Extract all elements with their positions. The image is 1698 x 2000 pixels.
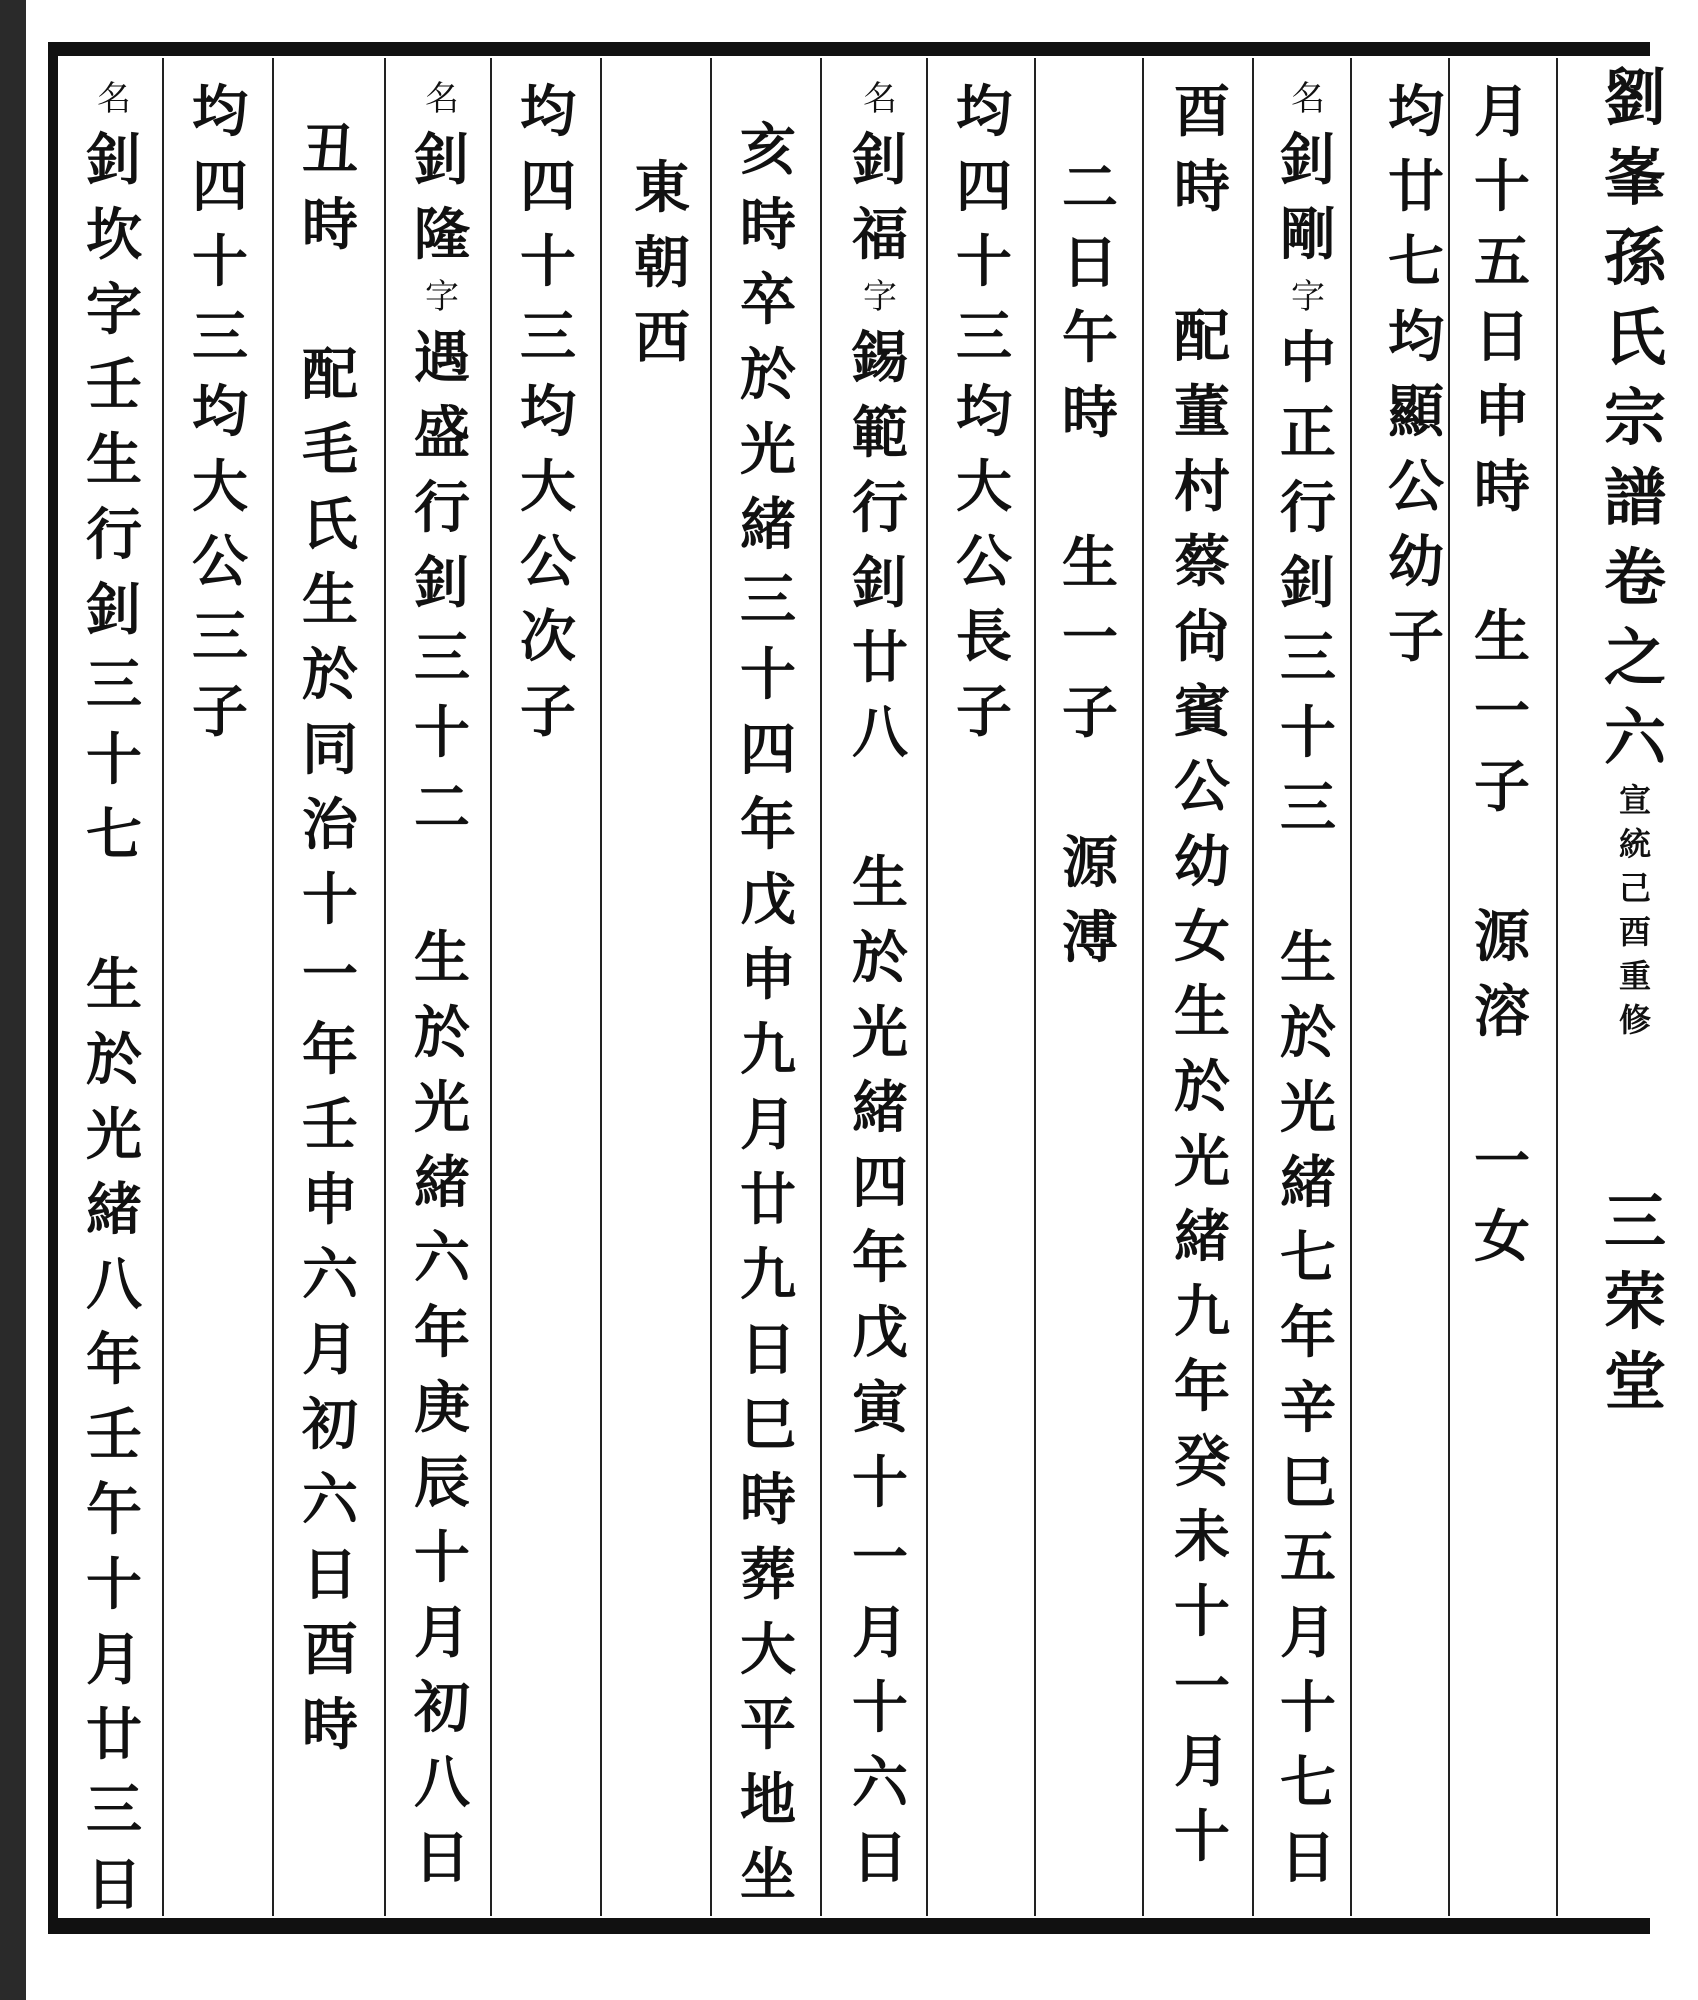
- spine-char: 宗: [1603, 381, 1666, 454]
- text-char: 寅: [852, 1375, 908, 1441]
- text-char: 初: [302, 1392, 358, 1458]
- spine-char: 己: [1618, 869, 1651, 907]
- text-char: 源: [1474, 904, 1530, 970]
- column-gap: [1050, 451, 1130, 526]
- text-char: 午: [1062, 305, 1118, 371]
- column-gap: [1462, 1050, 1542, 1125]
- text-char: 西: [634, 305, 690, 371]
- text-char: 坎: [86, 202, 142, 268]
- text-char: 癸: [1174, 1429, 1230, 1495]
- text-char: 時: [302, 1692, 358, 1758]
- column-indent: [290, 75, 370, 113]
- text-char: 氏: [302, 492, 358, 558]
- text-char: 五: [1280, 1525, 1336, 1591]
- text-char: 遇: [414, 325, 470, 391]
- text-char: 申: [740, 942, 796, 1008]
- text-char: 月: [740, 1092, 796, 1158]
- column-rule: [820, 58, 822, 1916]
- text-char: 生: [86, 427, 142, 493]
- text-char: 辛: [1280, 1375, 1336, 1441]
- text-char: 釗: [414, 550, 470, 616]
- text-char: 午: [86, 1477, 142, 1543]
- text-char: 七: [1388, 229, 1444, 295]
- text-char: 緒: [1174, 1204, 1230, 1270]
- text-char: 行: [86, 502, 142, 568]
- text-char: 九: [740, 1017, 796, 1083]
- text-char: 釗: [1280, 127, 1336, 193]
- text-char: 巳: [1280, 1450, 1336, 1516]
- text-column-c5: [1050, 75, 1130, 976]
- text-char: 釗: [86, 127, 142, 193]
- text-char: 行: [414, 475, 470, 541]
- text-char: 十: [302, 867, 358, 933]
- spine-char: 堂: [1603, 1345, 1666, 1418]
- spine-char: 三: [1603, 1185, 1666, 1258]
- text-char: 六: [414, 1225, 470, 1291]
- text-char: 光: [1280, 1075, 1336, 1141]
- text-char: 均: [192, 379, 248, 445]
- text-char: 月: [1474, 79, 1530, 145]
- text-char: 九: [740, 1242, 796, 1308]
- text-char: 亥: [740, 117, 796, 183]
- text-char: 村: [1174, 454, 1230, 520]
- column-gap: [1162, 225, 1242, 300]
- text-char: 四: [852, 1150, 908, 1216]
- text-char: 年: [1174, 1354, 1230, 1420]
- column-rule: [926, 58, 928, 1916]
- text-char: 日: [852, 1825, 908, 1891]
- text-char: 時: [1474, 454, 1530, 520]
- column-indent: [728, 75, 808, 113]
- column-rule: [1252, 58, 1254, 1916]
- column-gap: [1268, 846, 1348, 921]
- frame-left-border: [48, 42, 58, 1934]
- column-indent: [622, 75, 702, 113]
- text-char: 均: [192, 79, 248, 145]
- text-char: 釗: [414, 127, 470, 193]
- column-rule: [710, 58, 712, 1916]
- text-char: 大: [740, 1617, 796, 1683]
- column-rule: [1034, 58, 1036, 1916]
- text-column-c6: [944, 75, 1024, 750]
- text-char: 廿: [86, 1702, 142, 1768]
- text-char: 戊: [852, 1300, 908, 1366]
- text-char: 時: [740, 1467, 796, 1533]
- column-gap: [290, 263, 370, 338]
- text-char: 三: [414, 625, 470, 691]
- text-char: 九: [1174, 1279, 1230, 1345]
- text-char: 三: [740, 567, 796, 633]
- spine-char: 譜: [1603, 461, 1666, 534]
- text-char: 十: [1474, 154, 1530, 220]
- text-column-c11: [402, 75, 482, 1896]
- text-char: 卒: [740, 267, 796, 333]
- text-char: 賓: [1174, 679, 1230, 745]
- text-char: 光: [1174, 1129, 1230, 1195]
- text-char: 戊: [740, 867, 796, 933]
- small-annotation-char: 字: [1291, 277, 1325, 317]
- text-char: 生: [1474, 604, 1530, 670]
- spine-char: 六: [1603, 701, 1666, 774]
- text-char: 溶: [1474, 979, 1530, 1045]
- text-char: 於: [1280, 1000, 1336, 1066]
- text-char: 酉: [302, 1617, 358, 1683]
- text-char: 東: [634, 155, 690, 221]
- text-char: 辰: [414, 1450, 470, 1516]
- column-gap: [74, 873, 154, 948]
- text-char: 子: [520, 679, 576, 745]
- text-char: 四: [956, 154, 1012, 220]
- text-column-c7: [840, 75, 920, 1896]
- text-char: 正: [1280, 400, 1336, 466]
- text-column-c8: [728, 75, 808, 1913]
- text-char: 巳: [740, 1392, 796, 1458]
- text-char: 申: [302, 1167, 358, 1233]
- text-char: 年: [852, 1225, 908, 1291]
- text-char: 於: [740, 342, 796, 408]
- text-char: 一: [852, 1525, 908, 1591]
- text-char: 一: [302, 942, 358, 1008]
- text-char: 月: [86, 1627, 142, 1693]
- small-annotation-char: 名: [1291, 79, 1325, 119]
- text-char: 於: [1174, 1054, 1230, 1120]
- column-rule: [384, 58, 386, 1916]
- text-char: 年: [1280, 1300, 1336, 1366]
- column-rule: [600, 58, 602, 1916]
- column-rule: [162, 58, 164, 1916]
- text-char: 於: [86, 1027, 142, 1093]
- text-column-c4: [1162, 75, 1242, 1875]
- text-char: 一: [1474, 679, 1530, 745]
- text-char: 十: [86, 1552, 142, 1618]
- text-char: 日: [1062, 230, 1118, 296]
- text-char: 釗: [852, 127, 908, 193]
- text-char: 配: [1174, 304, 1230, 370]
- text-char: 十: [414, 1525, 470, 1591]
- text-char: 幼: [1388, 529, 1444, 595]
- small-annotation-char: 名: [425, 79, 459, 119]
- text-char: 朝: [634, 230, 690, 296]
- text-char: 年: [740, 792, 796, 858]
- text-char: 治: [302, 792, 358, 858]
- text-char: 字: [86, 277, 142, 343]
- text-char: 光: [740, 417, 796, 483]
- spine-char: 重: [1618, 957, 1651, 995]
- text-char: 釗: [1280, 550, 1336, 616]
- text-char: 緒: [852, 1075, 908, 1141]
- text-char: 生: [86, 952, 142, 1018]
- text-char: 公: [520, 529, 576, 595]
- text-column-c3: [1268, 75, 1348, 1896]
- text-char: 四: [520, 154, 576, 220]
- column-gap: [1462, 525, 1542, 600]
- text-char: 隆: [414, 202, 470, 268]
- text-char: 八: [414, 1750, 470, 1816]
- text-char: 三: [192, 304, 248, 370]
- text-char: 時: [740, 192, 796, 258]
- text-char: 子: [1474, 754, 1530, 820]
- text-char: 日: [414, 1825, 470, 1891]
- spine-edition-note: [1619, 778, 1651, 1042]
- text-char: 公: [1388, 454, 1444, 520]
- text-char: 二: [414, 775, 470, 841]
- text-char: 公: [956, 529, 1012, 595]
- text-char: 光: [414, 1075, 470, 1141]
- text-char: 三: [86, 1777, 142, 1843]
- text-char: 行: [1280, 475, 1336, 541]
- text-char: 於: [302, 642, 358, 708]
- text-char: 女: [1474, 1204, 1530, 1270]
- text-char: 日: [1280, 1825, 1336, 1891]
- spine-column: [1580, 58, 1690, 1916]
- text-char: 大: [520, 454, 576, 520]
- text-char: 均: [1388, 79, 1444, 145]
- text-char: 壬: [86, 1402, 142, 1468]
- text-char: 坐: [740, 1842, 796, 1908]
- column-rule: [490, 58, 492, 1916]
- text-char: 三: [1280, 625, 1336, 691]
- text-char: 八: [852, 700, 908, 766]
- text-char: 十: [1174, 1804, 1230, 1870]
- spine-char: 峯: [1603, 141, 1666, 214]
- text-char: 生: [1062, 530, 1118, 596]
- spine-char: 孫: [1603, 221, 1666, 294]
- column-rule: [1556, 58, 1558, 1916]
- text-char: 行: [852, 475, 908, 541]
- text-char: 年: [414, 1300, 470, 1366]
- text-char: 十: [852, 1675, 908, 1741]
- text-char: 二: [1062, 155, 1118, 221]
- text-char: 生: [1174, 979, 1230, 1045]
- spine-char: 之: [1603, 621, 1666, 694]
- text-char: 大: [956, 454, 1012, 520]
- small-annotation-char: 名: [97, 79, 131, 119]
- text-char: 均: [520, 79, 576, 145]
- text-char: 初: [414, 1675, 470, 1741]
- spine-char: 劉: [1603, 61, 1666, 134]
- text-char: 子: [1062, 680, 1118, 746]
- text-char: 三: [956, 304, 1012, 370]
- text-char: 中: [1280, 325, 1336, 391]
- text-char: 生: [302, 567, 358, 633]
- column-indent: [1050, 75, 1130, 113]
- text-char: 一: [1174, 1654, 1230, 1720]
- text-char: 日: [86, 1852, 142, 1918]
- small-annotation-char: 字: [425, 277, 459, 317]
- column-gap: [402, 846, 482, 921]
- text-char: 大: [192, 454, 248, 520]
- text-column-c14: [74, 75, 154, 1923]
- text-char: 剛: [1280, 202, 1336, 268]
- text-char: 日: [1474, 304, 1530, 370]
- text-char: 於: [414, 1000, 470, 1066]
- text-char: 尙: [1174, 604, 1230, 670]
- text-char: 公: [192, 529, 248, 595]
- text-char: 廿: [1388, 154, 1444, 220]
- text-char: 三: [192, 604, 248, 670]
- spine-char: 宣: [1618, 781, 1651, 819]
- text-char: 均: [956, 379, 1012, 445]
- text-column-c1: [1462, 75, 1542, 1275]
- text-char: 七: [86, 802, 142, 868]
- text-char: 生: [1280, 925, 1336, 991]
- text-char: 日: [302, 1542, 358, 1608]
- column-rule: [272, 58, 274, 1916]
- text-char: 八: [86, 1252, 142, 1318]
- text-char: 盛: [414, 400, 470, 466]
- text-char: 釗: [86, 577, 142, 643]
- spine-char: 卷: [1603, 541, 1666, 614]
- text-char: 蔡: [1174, 529, 1230, 595]
- column-rule: [1350, 58, 1352, 1916]
- text-char: 範: [852, 400, 908, 466]
- text-char: 公: [1174, 754, 1230, 820]
- text-char: 未: [1174, 1504, 1230, 1570]
- text-char: 葬: [740, 1542, 796, 1608]
- column-indent: [1050, 113, 1130, 151]
- text-char: 緒: [1280, 1150, 1336, 1216]
- text-char: 月: [1174, 1729, 1230, 1795]
- text-char: 十: [740, 642, 796, 708]
- small-annotation-char: 字: [863, 277, 897, 317]
- text-char: 董: [1174, 379, 1230, 445]
- column-gap: [1462, 825, 1542, 900]
- text-char: 丑: [302, 117, 358, 183]
- text-char: 生: [414, 925, 470, 991]
- text-char: 緒: [414, 1150, 470, 1216]
- text-char: 庚: [414, 1375, 470, 1441]
- text-char: 生: [852, 850, 908, 916]
- spine-char: 修: [1618, 1001, 1651, 1039]
- spine-char: 酉: [1618, 913, 1651, 951]
- text-char: 壬: [302, 1092, 358, 1158]
- spine-char: 統: [1618, 825, 1651, 863]
- text-column-c13: [180, 75, 260, 750]
- text-char: 光: [852, 1000, 908, 1066]
- text-char: 月: [852, 1600, 908, 1666]
- text-char: 三: [520, 304, 576, 370]
- text-char: 時: [1174, 154, 1230, 220]
- text-char: 於: [852, 925, 908, 991]
- text-char: 子: [1388, 604, 1444, 670]
- text-char: 四: [192, 154, 248, 220]
- text-char: 廿: [740, 1167, 796, 1233]
- text-char: 年: [86, 1327, 142, 1393]
- text-char: 年: [302, 1017, 358, 1083]
- text-char: 時: [302, 192, 358, 258]
- text-char: 緒: [740, 492, 796, 558]
- text-char: 月: [414, 1600, 470, 1666]
- text-char: 廿: [852, 625, 908, 691]
- text-char: 福: [852, 202, 908, 268]
- text-char: 十: [1174, 1579, 1230, 1645]
- text-char: 平: [740, 1692, 796, 1758]
- text-char: 緒: [86, 1177, 142, 1243]
- text-char: 三: [86, 652, 142, 718]
- text-char: 十: [956, 229, 1012, 295]
- text-column-c2: [1376, 75, 1456, 675]
- text-char: 同: [302, 717, 358, 783]
- text-char: 配: [302, 342, 358, 408]
- text-char: 長: [956, 604, 1012, 670]
- text-char: 幼: [1174, 829, 1230, 895]
- text-char: 月: [302, 1317, 358, 1383]
- text-char: 申: [1474, 379, 1530, 445]
- text-char: 十: [86, 727, 142, 793]
- column-gap: [840, 771, 920, 846]
- text-char: 女: [1174, 904, 1230, 970]
- text-char: 錫: [852, 325, 908, 391]
- text-column-c9: [622, 75, 702, 376]
- spine-hall-name: [1604, 1182, 1666, 1422]
- text-char: 地: [740, 1767, 796, 1833]
- text-char: 釗: [852, 550, 908, 616]
- column-gap: [1050, 751, 1130, 826]
- text-char: 四: [740, 717, 796, 783]
- text-char: 毛: [302, 417, 358, 483]
- text-char: 源: [1062, 830, 1118, 896]
- text-char: 六: [302, 1467, 358, 1533]
- book-edge-left: [0, 0, 26, 2000]
- text-char: 三: [1280, 775, 1336, 841]
- text-char: 七: [1280, 1750, 1336, 1816]
- text-char: 一: [1062, 605, 1118, 671]
- text-char: 酉: [1174, 79, 1230, 145]
- text-char: 均: [956, 79, 1012, 145]
- text-char: 七: [1280, 1225, 1336, 1291]
- frame-top-border: [50, 42, 1650, 56]
- spine-title: [1604, 58, 1666, 538]
- text-char: 溥: [1062, 905, 1118, 971]
- text-char: 子: [192, 679, 248, 745]
- text-char: 日: [740, 1317, 796, 1383]
- text-char: 五: [1474, 229, 1530, 295]
- column-indent: [622, 113, 702, 151]
- text-char: 十: [1280, 1675, 1336, 1741]
- small-annotation-char: 名: [863, 79, 897, 119]
- text-char: 十: [852, 1450, 908, 1516]
- text-char: 月: [1280, 1600, 1336, 1666]
- text-char: 光: [86, 1102, 142, 1168]
- spine-char: 氏: [1603, 301, 1666, 374]
- column-rule: [1142, 58, 1144, 1916]
- text-char: 次: [520, 604, 576, 670]
- text-char: 十: [414, 700, 470, 766]
- text-char: 十: [520, 229, 576, 295]
- spine-char: 荣: [1603, 1265, 1666, 1338]
- text-char: 六: [852, 1750, 908, 1816]
- spine-volume: [1604, 538, 1666, 778]
- text-char: 顯: [1388, 379, 1444, 445]
- text-char: 壬: [86, 352, 142, 418]
- text-char: 均: [1388, 304, 1444, 370]
- text-char: 時: [1062, 380, 1118, 446]
- text-column-c10: [508, 75, 588, 750]
- text-char: 一: [1474, 1129, 1530, 1195]
- text-char: 十: [192, 229, 248, 295]
- text-char: 六: [302, 1242, 358, 1308]
- frame-bottom-border: [50, 1918, 1650, 1934]
- text-column-c12: [290, 75, 370, 1763]
- text-char: 十: [1280, 700, 1336, 766]
- text-char: 均: [520, 379, 576, 445]
- text-char: 子: [956, 679, 1012, 745]
